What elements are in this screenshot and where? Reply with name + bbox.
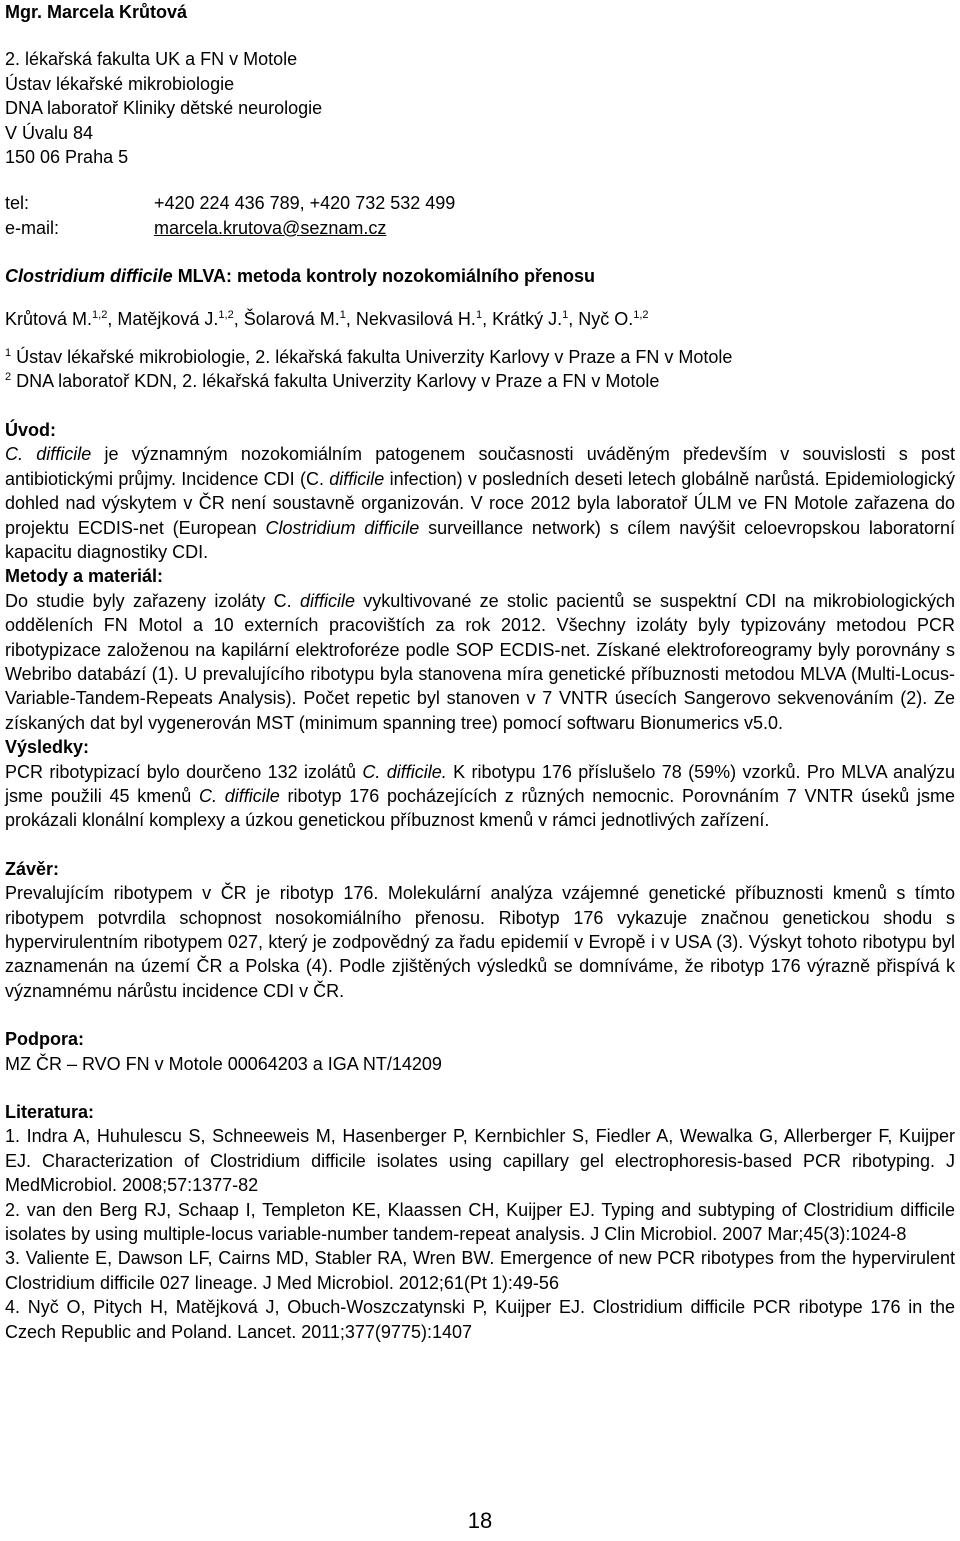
author: Nyč O.$^{1,2}$ <box>578 308 649 329</box>
section-literatura <box>5 1100 955 1344</box>
email-label: e-mail: <box>5 217 60 238</box>
author: Krůtová M.$^{1,2}$, <box>5 308 118 329</box>
author-name: Mgr. Marcela Krůtová <box>5 2 188 22</box>
document-page <box>5 0 955 1344</box>
affiliations <box>5 345 955 394</box>
section-heading: Metody a materiál: <box>5 566 164 587</box>
affiliation: $^2$ DNA laboratoř KDN, 2. lékařská fakulta Univerzity Karlovy v Praze a FN v Motole <box>5 371 660 392</box>
section-paragraph: Do studie byly zařazeny izoláty C. difficile vykultivované ze stolic pacientů se suspektní CDI na mikrobiologických odděleních FN Motol a 10 externích pracovištích za rok 2012. Všechny izoláty byly typizovány metodou PCR ribotypizace založenou na kapilární elektroforéze podle SOP ECDIS-net. Získané elektroforeogramy byly porovnány s Webribo databází (1). U prevalujícího ribotypu byla stanovena míra genetické příbuznosti metodou MLVA (Multi-Locus-Variable-Tandem-Repeats Analysis). Počet repetic byl stanoven v 7 VNTR úsecích Sangerovo sekvenováním (2). Ze získaných dat byl vygenerován MST (minimum spanning tree) pomocí softwaru Bionumerics v5.0. <box>5 590 955 733</box>
address-line: 2. lékařská fakulta UK a FN v Motole <box>5 49 298 70</box>
section-paragraph: PCR ribotypizací bylo dourčeno 132 izolátů C. difficile. K ribotypu 176 příslušelo 78 (59%) vzorků. Pro MLVA analýzu jsme použili 45 kmenů C. difficile ribotyp 176 pocházejících z různých nemocnic. Porovnáním 7 VNTR úseků jsme prokázali klonální komplexy a úzkou genetickou příbuznost kmenů v rámci jednotlivých zařízení. <box>5 761 955 831</box>
address-line: DNA laboratoř Kliniky dětské neurologie <box>5 98 323 119</box>
affiliation: $^1$ Ústav lékařské mikrobiologie, 2. lékařská fakulta Univerzity Karlovy v Praze a FN v Motole <box>5 347 733 368</box>
section-metody <box>5 564 955 735</box>
reference-item: 1. Indra A, Huhulescu S, Schneeweis M, Hasenberger P, Kernbichler S, Fiedler A, Wewalka G, Allerberger F, Kuijper EJ. Characterization of Clostridium difficile isolates using capillary gel electrophoresis-based PCR ribotyping. J MedMicrobiol. 2008;57:1377-82 <box>5 1126 955 1196</box>
author: Nekvasilová H.$^1$, <box>355 308 493 329</box>
section-heading: Podpora: <box>5 1029 84 1050</box>
author: Krátký J.$^1$, <box>492 308 579 329</box>
author: Šolarová M.$^1$, <box>243 308 356 329</box>
address-block <box>5 47 955 169</box>
section-uvod <box>5 418 955 564</box>
reference-item: 3. Valiente E, Dawson LF, Cairns MD, Stabler RA, Wren BW. Emergence of new PCR ribotypes from the hypervirulent Clostridium difficile 027 lineage. J Med Microbiol. 2012;61(Pt 1):49-56 <box>5 1248 955 1293</box>
contact-block <box>5 191 955 240</box>
author-list <box>5 307 955 331</box>
address-line: 150 06 Praha 5 <box>5 147 129 168</box>
section-paragraph: MZ ČR – RVO FN v Motole 00064203 a IGA NT/14209 <box>5 1053 442 1074</box>
section-zaver <box>5 857 955 1003</box>
tel-row <box>5 191 955 215</box>
address-line: V Úvalu 84 <box>5 122 94 143</box>
section-paragraph: Prevalujícím ribotypem v ČR je ribotyp 176. Molekulární analýza vzájemné genetické příbuznosti kmenů s tímto ribotypem potvrdila schopnost nosokomiálního přenosu. Ribotyp 176 vykazuje značnou genetickou shodu s hypervirulentním ribotypem 027, který je zodpovědný za řadu epidemií v Evropě i v USA (3). Výskyt tohoto ribotypu byl zaznamenán na území ČR a Polska (4). Podle zjištěných výsledků se domníváme, že ribotyp 176 výrazně přispívá k významnému nárůstu incidence CDI v ČR. <box>5 883 955 1001</box>
section-heading: Úvod: <box>5 419 56 440</box>
email-row <box>5 216 955 240</box>
section-heading: Závěr: <box>5 858 60 879</box>
email-link[interactable]: marcela.krutova@seznam.cz <box>154 217 387 238</box>
section-heading: Výsledky: <box>5 737 90 758</box>
tel-label: tel: <box>5 193 30 214</box>
title-organism: Clostridium difficile <box>5 266 173 287</box>
address-line: Ústav lékařské mikrobiologie <box>5 73 235 94</box>
paper-title <box>5 264 955 288</box>
page-number: 18 <box>467 1508 493 1533</box>
reference-item: 2. van den Berg RJ, Schaap I, Templeton KE, Klaassen CH, Kuijper EJ. Typing and subtyping of Clostridium difficile isolates by using multiple-locus variable-number tandem-repeat analysis. J Clin Microbiol. 2007 Mar;45(3):1024-8 <box>5 1199 955 1245</box>
tel-value: +420 224 436 789, +420 732 532 499 <box>154 193 456 214</box>
section-vysledky <box>5 735 955 833</box>
reference-item: 4. Nyč O, Pitych H, Matějková J, Obuch-Woszczatynski P, Kuijper EJ. Clostridium difficile PCR ribotype 176 in the Czech Republic and Poland. Lancet. 2011;377(9775):1407 <box>5 1297 955 1342</box>
section-heading: Literatura: <box>5 1102 95 1123</box>
title-rest: MLVA: metoda kontroly nozokomiálního přenosu <box>172 266 596 287</box>
section-podpora <box>5 1027 955 1076</box>
author: Matějková J.$^{1,2}$, <box>117 308 244 329</box>
section-paragraph: C. difficile je významným nozokomiálním patogenem současnosti uváděným především v souvislosti s post antibiotickými průjmy. Incidence CDI (C. difficile infection) v posledních deseti letech globálně narůstá. Epidemiologický dohled nad výskytem v ČR není soustavně organizován. V roce 2012 byla laboratoř ÚLM ve FN Motole zařazena do projektu ECDIS-net (European Clostridium difficile surveillance network) s cílem navýšit celoevropskou laboratorní kapacitu diagnostiky CDI. <box>5 444 955 562</box>
